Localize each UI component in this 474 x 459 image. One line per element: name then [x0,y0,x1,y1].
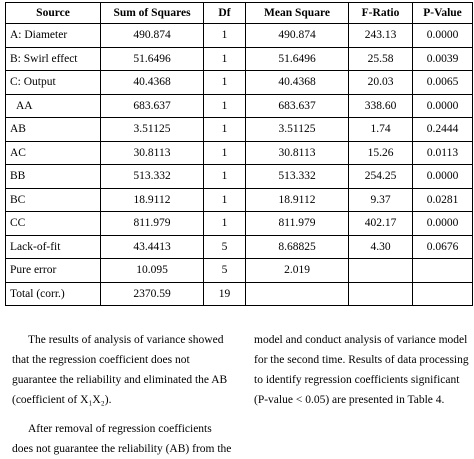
cell-p-value: 0.0000 [413,212,473,236]
cell-f-ratio: 1.74 [349,118,413,142]
cell-mean-square: 3.51125 [246,118,349,142]
cell-source: CC [6,212,101,236]
cell-f-ratio: 9.37 [349,188,413,212]
cell-df: 1 [204,188,246,212]
cell-mean-square: 51.6496 [246,47,349,71]
table-row [6,282,473,305]
table-row [6,24,473,48]
cell-df: 1 [204,165,246,189]
table-row [6,71,473,95]
left-text-line: The results of analysis of variance showed [28,334,224,346]
cell-f-ratio: 402.17 [349,212,413,236]
cell-mean-square: 30.8113 [246,141,349,165]
table-row [6,235,473,259]
cell-sum-of-squares: 40.4368 [101,71,204,95]
cell-source: Pure error [6,259,101,283]
left-text-line: After removal of regression coefficients [28,423,212,435]
cell-mean-square: 683.637 [246,94,349,118]
cell-mean-square: 811.979 [246,212,349,236]
right-text-line: (P-value < 0.05) are presented in Table 4. [254,394,445,406]
cell-f-ratio [349,282,413,305]
cell-df: 1 [204,94,246,118]
cell-mean-square [246,282,349,305]
cell-df: 5 [204,235,246,259]
cell-sum-of-squares: 30.8113 [101,141,204,165]
table-row [6,259,473,283]
table-row [6,141,473,165]
cell-p-value: 0.0039 [413,47,473,71]
anova-table [5,2,473,306]
cell-p-value [413,282,473,305]
right-text-line: for the second time. Results of data processing [254,354,469,366]
cell-mean-square: 8.68825 [246,235,349,259]
cell-p-value: 0.0000 [413,24,473,48]
cell-sum-of-squares: 3.51125 [101,118,204,142]
cell-df: 5 [204,259,246,283]
cell-sum-of-squares: 18.9112 [101,188,204,212]
cell-sum-of-squares: 43.4413 [101,235,204,259]
cell-f-ratio: 254.25 [349,165,413,189]
cell-mean-square: 40.4368 [246,71,349,95]
cell-p-value: 0.0065 [413,71,473,95]
cell-p-value: 0.0000 [413,165,473,189]
cell-df: 1 [204,118,246,142]
cell-df: 1 [204,71,246,95]
table-row [6,212,473,236]
cell-sum-of-squares: 683.637 [101,94,204,118]
header-mean-square: Mean Square [246,3,349,24]
cell-mean-square: 18.9112 [246,188,349,212]
cell-f-ratio: 25.58 [349,47,413,71]
header-source: Source [6,3,101,24]
cell-source: C: Output [6,71,101,95]
cell-source: Lack-of-fit [6,235,101,259]
cell-source: A: Diameter [6,24,101,48]
cell-source: B: Swirl effect [6,47,101,71]
cell-sum-of-squares: 513.332 [101,165,204,189]
table-header-row [6,3,473,24]
header-f-ratio: F-Ratio [349,3,413,24]
cell-sum-of-squares: 811.979 [101,212,204,236]
cell-mean-square: 513.332 [246,165,349,189]
cell-df: 1 [204,212,246,236]
cell-f-ratio: 4.30 [349,235,413,259]
left-text-line: that the regression coefficient does not [12,354,190,366]
cell-f-ratio: 15.26 [349,141,413,165]
table-row [6,165,473,189]
cell-f-ratio: 20.03 [349,71,413,95]
header-p-value: P-Value [413,3,473,24]
cell-p-value: 0.0113 [413,141,473,165]
cell-p-value: 0.0000 [413,94,473,118]
cell-mean-square: 490.874 [246,24,349,48]
table-row [6,188,473,212]
cell-p-value: 0.2444 [413,118,473,142]
cell-sum-of-squares: 490.874 [101,24,204,48]
cell-p-value: 0.0281 [413,188,473,212]
cell-mean-square: 2.019 [246,259,349,283]
table-row [6,118,473,142]
right-column-text [254,330,474,410]
cell-source: AA [6,94,101,118]
right-text-line: to identify regression coefficients significant [254,374,460,386]
cell-source: AC [6,141,101,165]
left-column-text [12,330,234,459]
cell-p-value [413,259,473,283]
left-text-line: guarantee the reliability and eliminated the AB [12,374,228,386]
cell-source: Total (corr.) [6,282,101,305]
right-text-line: model and conduct analysis of variance model [254,334,468,346]
cell-f-ratio: 243.13 [349,24,413,48]
cell-f-ratio: 338.60 [349,94,413,118]
cell-df: 1 [204,141,246,165]
cell-df: 19 [204,282,246,305]
left-text-line: (coefficient of X₁X₂). [12,394,112,406]
cell-source: AB [6,118,101,142]
header-sum-of-squares: Sum of Squares [101,3,204,24]
left-text-line: does not guarantee the reliability (AB) from the [12,443,232,455]
cell-sum-of-squares: 10.095 [101,259,204,283]
cell-sum-of-squares: 51.6496 [101,47,204,71]
table-row [6,47,473,71]
cell-p-value: 0.0676 [413,235,473,259]
header-df: Df [204,3,246,24]
cell-source: BB [6,165,101,189]
cell-sum-of-squares: 2370.59 [101,282,204,305]
cell-source: BC [6,188,101,212]
cell-f-ratio [349,259,413,283]
cell-df: 1 [204,47,246,71]
table-row [6,94,473,118]
cell-df: 1 [204,24,246,48]
